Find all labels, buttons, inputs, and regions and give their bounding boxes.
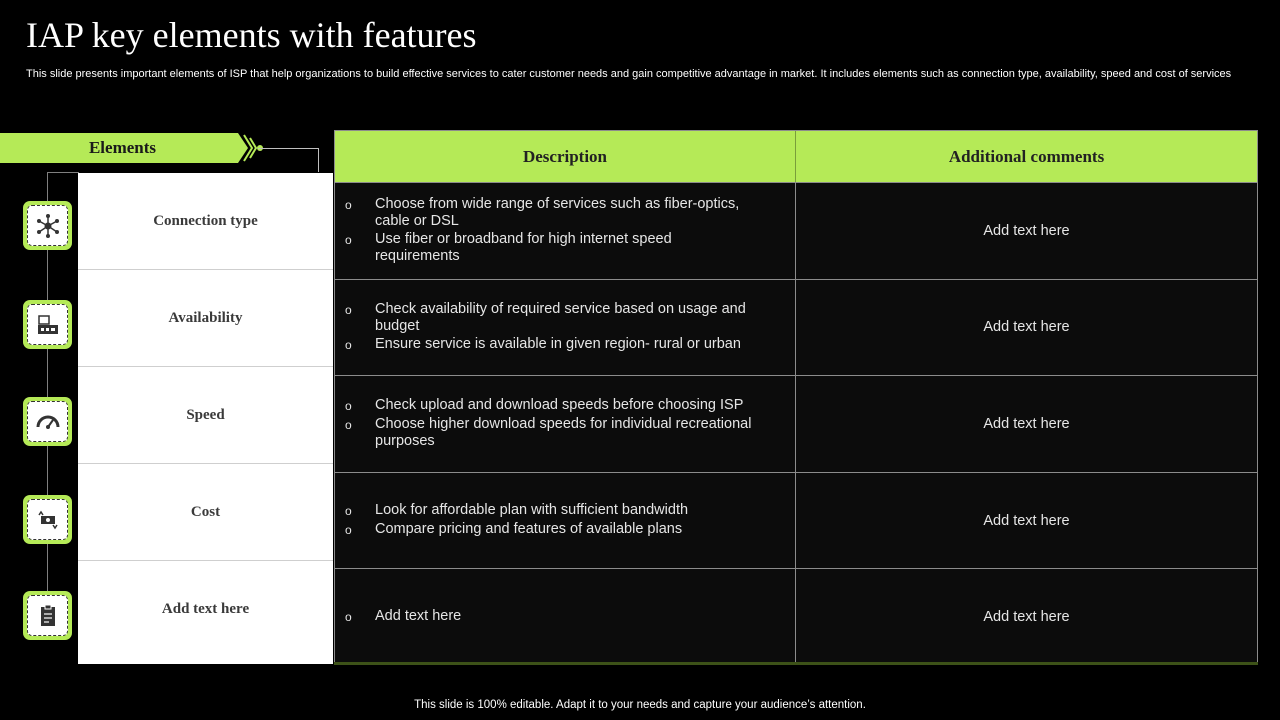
bullet-mark: o (345, 522, 352, 537)
bullet-item (345, 231, 775, 266)
elements-header-label: Elements (88, 138, 157, 157)
header-connector-line (258, 148, 319, 172)
slide-footer: This slide is 100% editable. Adapt it to your needs and capture your audience’s attention. (414, 699, 866, 711)
clipboard-icon (35, 603, 61, 629)
element-name: Cost (78, 464, 333, 561)
bullet-text: Use fiber or broadband for high internet speed requirements (375, 230, 672, 265)
element-name: Add text here (161, 601, 250, 617)
network-hub-icon (35, 213, 61, 239)
comment-cell: Add text here (983, 609, 1070, 626)
table-row (335, 472, 1257, 569)
bullet-mark: o (345, 417, 352, 432)
cost-icon-box (23, 495, 72, 544)
bullet-text: Add text here (375, 607, 462, 624)
bullet-text: Check upload and download speeds before choosing ISP (375, 397, 744, 414)
bullet-item (345, 521, 775, 540)
bullet-text: Compare pricing and features of available plans (375, 520, 683, 537)
speed-icon-box (23, 397, 72, 446)
bullet-item (345, 608, 775, 627)
description-cell (335, 183, 796, 279)
comment-cell: Add text here (983, 319, 1070, 336)
description-cell (335, 473, 796, 569)
bullet-mark: o (345, 197, 352, 212)
table-header (335, 131, 1257, 182)
availability-icon-box (23, 300, 72, 349)
slide-title: IAP key elements with features (26, 15, 477, 55)
description-cell (335, 280, 796, 376)
add-text-icon-box (23, 591, 72, 640)
elements-column (78, 173, 333, 664)
table-row (335, 568, 1257, 665)
bullet-text: Look for affordable plan with sufficient bandwidth (375, 502, 689, 519)
features-table (334, 130, 1258, 665)
element-name: Speed (78, 367, 333, 464)
bullet-item (345, 301, 775, 336)
description-cell (335, 569, 796, 665)
bullet-text: Ensure service is available in given region- rural or urban (375, 335, 741, 352)
table-row (335, 279, 1257, 376)
comment-cell: Add text here (983, 222, 1070, 239)
timeline-top-line (47, 172, 79, 173)
bullet-mark: o (345, 609, 352, 624)
elements-header-banner (0, 133, 255, 163)
router-icon (35, 312, 61, 338)
comment-cell: Add text here (983, 512, 1070, 529)
comments-header: Additional comments (948, 146, 1105, 166)
connection-type-icon-box (23, 201, 72, 250)
table-bottom-accent (334, 662, 1258, 665)
table-row (335, 182, 1257, 279)
bullet-text: Check availability of required service based on usage and budget (375, 300, 746, 335)
element-name: Connection type (78, 173, 333, 270)
bullet-item (345, 336, 775, 355)
bullet-mark: o (345, 302, 352, 317)
bullet-item (345, 397, 775, 416)
bullet-item (345, 416, 775, 451)
bullet-item (345, 502, 775, 521)
slide-subtitle: This slide presents important elements of ISP that help organizations to build effective services to cater customer needs and gain competitive advantage in market. It includes elements such as connection type, availability, speed and cost of services (26, 68, 1232, 80)
table-row (335, 375, 1257, 472)
bullet-mark: o (345, 399, 352, 414)
comment-cell: Add text here (983, 415, 1070, 432)
description-header: Description (335, 131, 796, 182)
bullet-item (345, 196, 775, 231)
bullet-text: Choose higher download speeds for individual recreational purposes (375, 415, 752, 450)
bullet-mark: o (345, 232, 352, 247)
element-name: Availability (78, 270, 333, 367)
bullet-mark: o (345, 504, 352, 519)
bullet-text: Choose from wide range of services such as fiber-optics, cable or DSL (375, 195, 740, 230)
speedometer-icon (35, 409, 61, 435)
bullet-mark: o (345, 337, 352, 352)
description-cell (335, 376, 796, 472)
money-cycle-icon (35, 507, 61, 533)
